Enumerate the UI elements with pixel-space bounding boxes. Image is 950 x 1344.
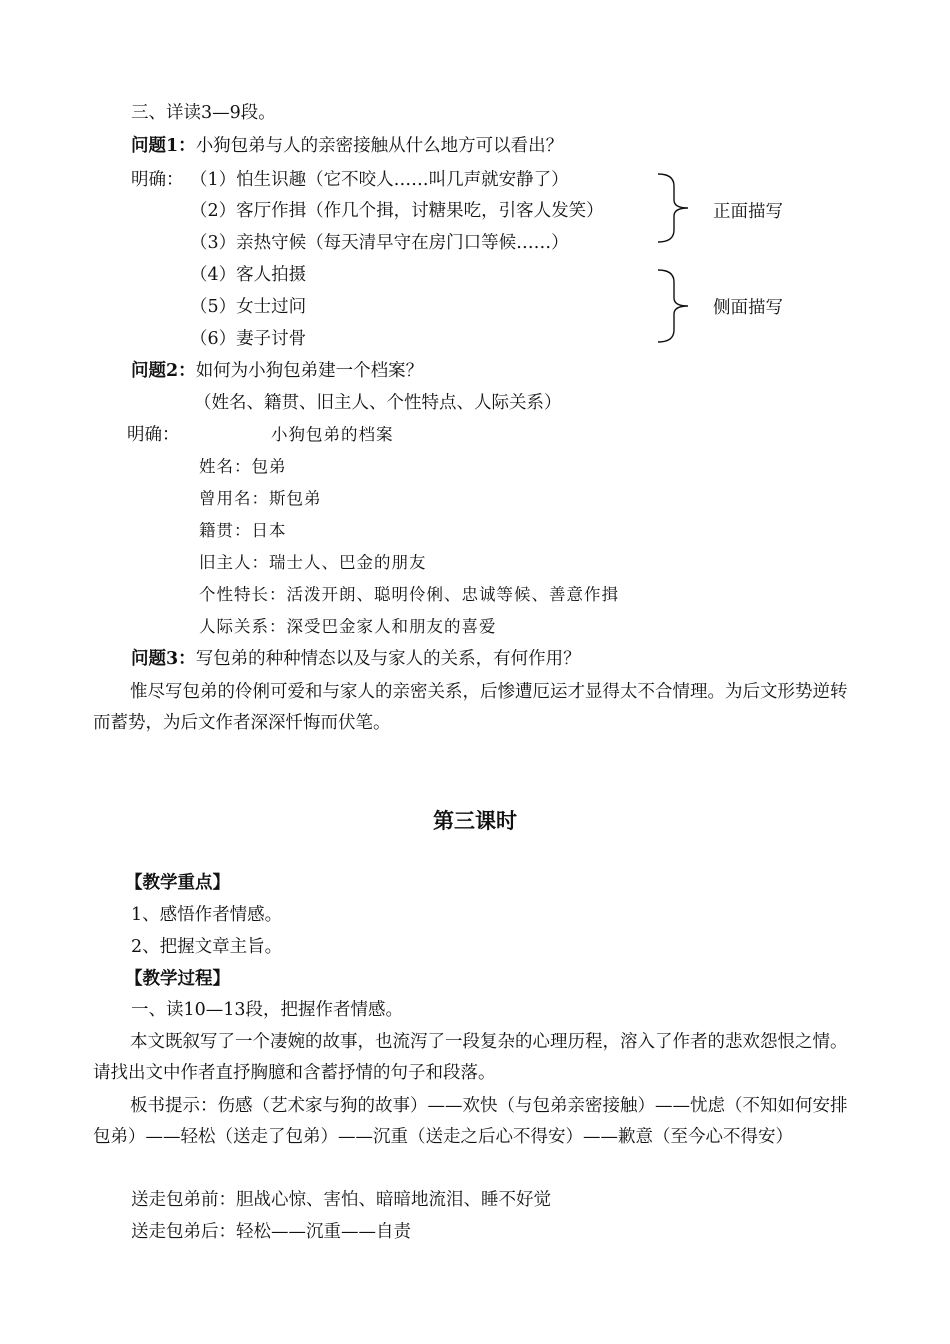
question-1 (131, 134, 563, 158)
question-3 (131, 647, 581, 671)
list-item: （5）女士过问 (190, 297, 307, 317)
paragraph-1: 本文既叙写了一个凄婉的故事，也流泻了一段复杂的心理历程，溶入了作者的悲欢怨恨之情。请找出文中作者直抒胸臆和含蓄抒情的句子和段落。 (93, 1032, 848, 1083)
list-item: （4）客人拍摄 (190, 265, 307, 285)
process-heading: 【教学过程】 (125, 969, 230, 989)
focus-item: 1、感悟作者情感。 (131, 905, 283, 925)
question-2-text: 如何为小狗包弟建一个档案？ (195, 361, 424, 381)
before-sending-line: 送走包弟前：胆战心惊、害怕、暗暗地流泪、睡不好觉 (131, 1190, 551, 1210)
archive-answer-label: 明确： (127, 425, 180, 445)
archive-row: 籍贯：日本 (199, 521, 287, 540)
archive-row: 曾用名：斯包弟 (199, 489, 322, 508)
front-brace (656, 172, 696, 244)
answer-label: 明确： (131, 170, 184, 190)
list-item: （6）妻子讨骨 (190, 329, 307, 349)
question-2-hint: （姓名、籍贯、旧主人、个性特点、人际关系） (194, 393, 562, 413)
list-item: （1）怕生识趣（它不咬人……叫几声就安静了） (190, 170, 569, 190)
archive-row: 个性特长：活泼开朗、聪明伶俐、忠诚等候、善意作揖 (199, 585, 619, 604)
side-description-label: 侧面描写 (713, 298, 783, 318)
question-2-label: 问题2： (131, 361, 196, 381)
section-heading: 三、详读3—9段。 (131, 103, 276, 123)
question-2 (131, 359, 423, 383)
focus-heading: 【教学重点】 (125, 873, 230, 893)
front-description-label: 正面描写 (713, 202, 783, 222)
side-brace (656, 268, 696, 344)
question-1-text: 小狗包弟与人的亲密接触从什么地方可以看出？ (195, 136, 564, 156)
list-item: （3）亲热守候（每天清早守在房门口等候……） (190, 233, 569, 253)
archive-row: 旧主人：瑞士人、巴金的朋友 (199, 553, 427, 572)
question-3-label: 问题3： (131, 649, 196, 669)
question-3-answer: 惟尽写包弟的伶俐可爱和与家人的亲密关系，后惨遭厄运才显得太不合情理。为后文形势逆转而蓄势，为后文作者深深忏悔而伏笔。 (93, 682, 848, 733)
archive-row: 人际关系：深受巴金家人和朋友的喜爱 (199, 617, 497, 636)
archive-title: 小狗包弟的档案 (271, 425, 394, 444)
focus-item: 2、把握文章主旨。 (131, 937, 283, 957)
step-1: 一、读10—13段，把握作者情感。 (131, 1000, 404, 1020)
paragraph-2: 板书提示：伤感（艺术家与狗的故事）——欢快（与包弟亲密接触）——忧虑（不知如何安排包弟）——轻松（送走了包弟）——沉重（送走之后心不得安）——歉意（至今心不得安） (93, 1096, 848, 1147)
archive-row: 姓名：包弟 (199, 457, 287, 476)
question-3-text: 写包弟的种种情态以及与家人的关系，有何作用？ (195, 649, 581, 669)
lesson-title: 第三课时 (433, 809, 517, 833)
question-1-label: 问题1： (131, 136, 196, 156)
after-sending-line: 送走包弟后：轻松——沉重——自责 (131, 1222, 411, 1242)
list-item: （2）客厅作揖（作几个揖，讨糖果吃，引客人发笑） (190, 201, 604, 221)
